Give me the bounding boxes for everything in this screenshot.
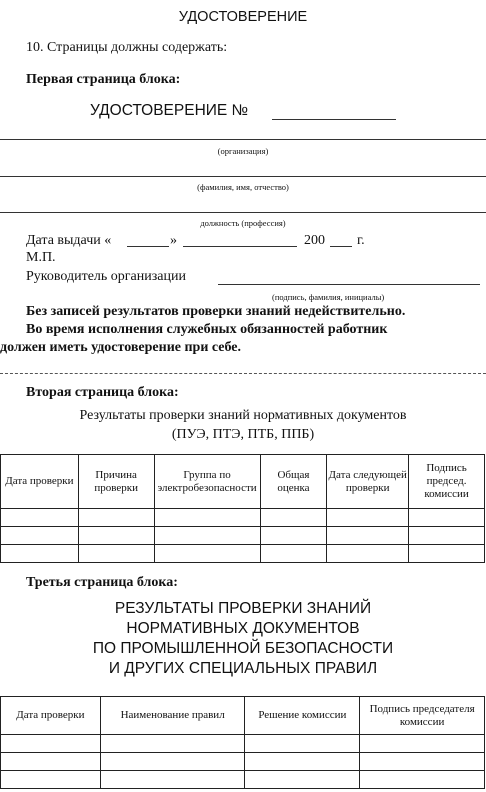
- issue-year-line: [330, 246, 352, 247]
- fullname-line: [0, 176, 486, 177]
- table-row: [1, 735, 485, 753]
- table-row: [1, 509, 485, 527]
- issue-date-label: Дата выдачи «: [26, 233, 112, 248]
- section-separator: [0, 373, 486, 374]
- page2-header-row: [1, 455, 485, 509]
- page2-subtitle-line2: (ПУЭ, ПТЭ, ПТБ, ППБ): [171, 427, 315, 442]
- issue-date-quote: »: [170, 233, 177, 248]
- col-chair-signature: Подпись председ. комиссии: [409, 455, 485, 509]
- issue-day-line: [127, 246, 169, 247]
- stamp-label: М.П.: [26, 250, 56, 265]
- note-invalid: Без записей результатов проверки знаний недействительно.: [26, 304, 406, 319]
- col-electrical-group: Группа по электробезопасности: [154, 455, 260, 509]
- page3-title-line3: ПО ПРОМЫШЛЕННОЙ БЕЗОПАСНОСТИ: [92, 640, 394, 657]
- page3-results-table: [0, 696, 485, 789]
- table-row: [1, 545, 485, 563]
- col-check-date: Дата проверки: [1, 697, 101, 735]
- position-line: [0, 212, 486, 213]
- certificate-number-line: [272, 119, 396, 120]
- page2-subtitle-line1: Результаты проверки знаний нормативных документов: [79, 408, 407, 423]
- fullname-caption: (фамилия, имя, отчество): [197, 182, 289, 192]
- table-row: [1, 527, 485, 545]
- issue-year: 200: [304, 233, 325, 248]
- col-rules-name: Наименование правил: [100, 697, 245, 735]
- col-check-date: Дата проверки: [1, 455, 79, 509]
- page2-heading: Вторая страница блока:: [26, 385, 179, 400]
- table-row: [1, 771, 485, 789]
- issue-month-line: [183, 246, 297, 247]
- page3-title-line4: И ДРУГИХ СПЕЦИАЛЬНЫХ ПРАВИЛ: [108, 660, 378, 677]
- page2-results-table: [0, 454, 485, 563]
- page3-title-line2: НОРМАТИВНЫХ ДОКУМЕНТОВ: [126, 620, 360, 637]
- organization-line: [0, 139, 486, 140]
- head-signature-line: [218, 284, 480, 285]
- intro-text: 10. Страницы должны содержать:: [26, 40, 228, 55]
- document-title: УДОСТОВЕРЕНИЕ: [178, 9, 308, 25]
- page3-heading: Третья страница блока:: [26, 575, 178, 590]
- col-overall-grade: Общая оценка: [260, 455, 327, 509]
- note-carry-line1: Во время исполнения служебных обязанностей работник: [26, 322, 388, 337]
- position-caption: должность (профессия): [200, 218, 286, 228]
- note-carry-line2: должен иметь удостоверение при себе.: [0, 340, 242, 355]
- col-next-check-date: Дата следующей проверки: [327, 455, 409, 509]
- col-chair-signature: Подпись председателя комиссии: [360, 697, 485, 735]
- page3-header-row: [1, 697, 485, 735]
- head-label: Руководитель организации: [26, 269, 186, 284]
- page1-heading: Первая страница блока:: [26, 72, 181, 87]
- certificate-title: УДОСТОВЕРЕНИЕ №: [90, 102, 249, 119]
- issue-year-suffix: г.: [357, 233, 365, 248]
- table-row: [1, 753, 485, 771]
- col-commission-decision: Решение комиссии: [245, 697, 360, 735]
- col-check-reason: Причина проверки: [78, 455, 154, 509]
- signature-caption: (подпись, фамилия, инициалы): [272, 292, 385, 302]
- page3-title-line1: РЕЗУЛЬТАТЫ ПРОВЕРКИ ЗНАНИЙ: [114, 600, 372, 617]
- organization-caption: (организация): [217, 146, 269, 156]
